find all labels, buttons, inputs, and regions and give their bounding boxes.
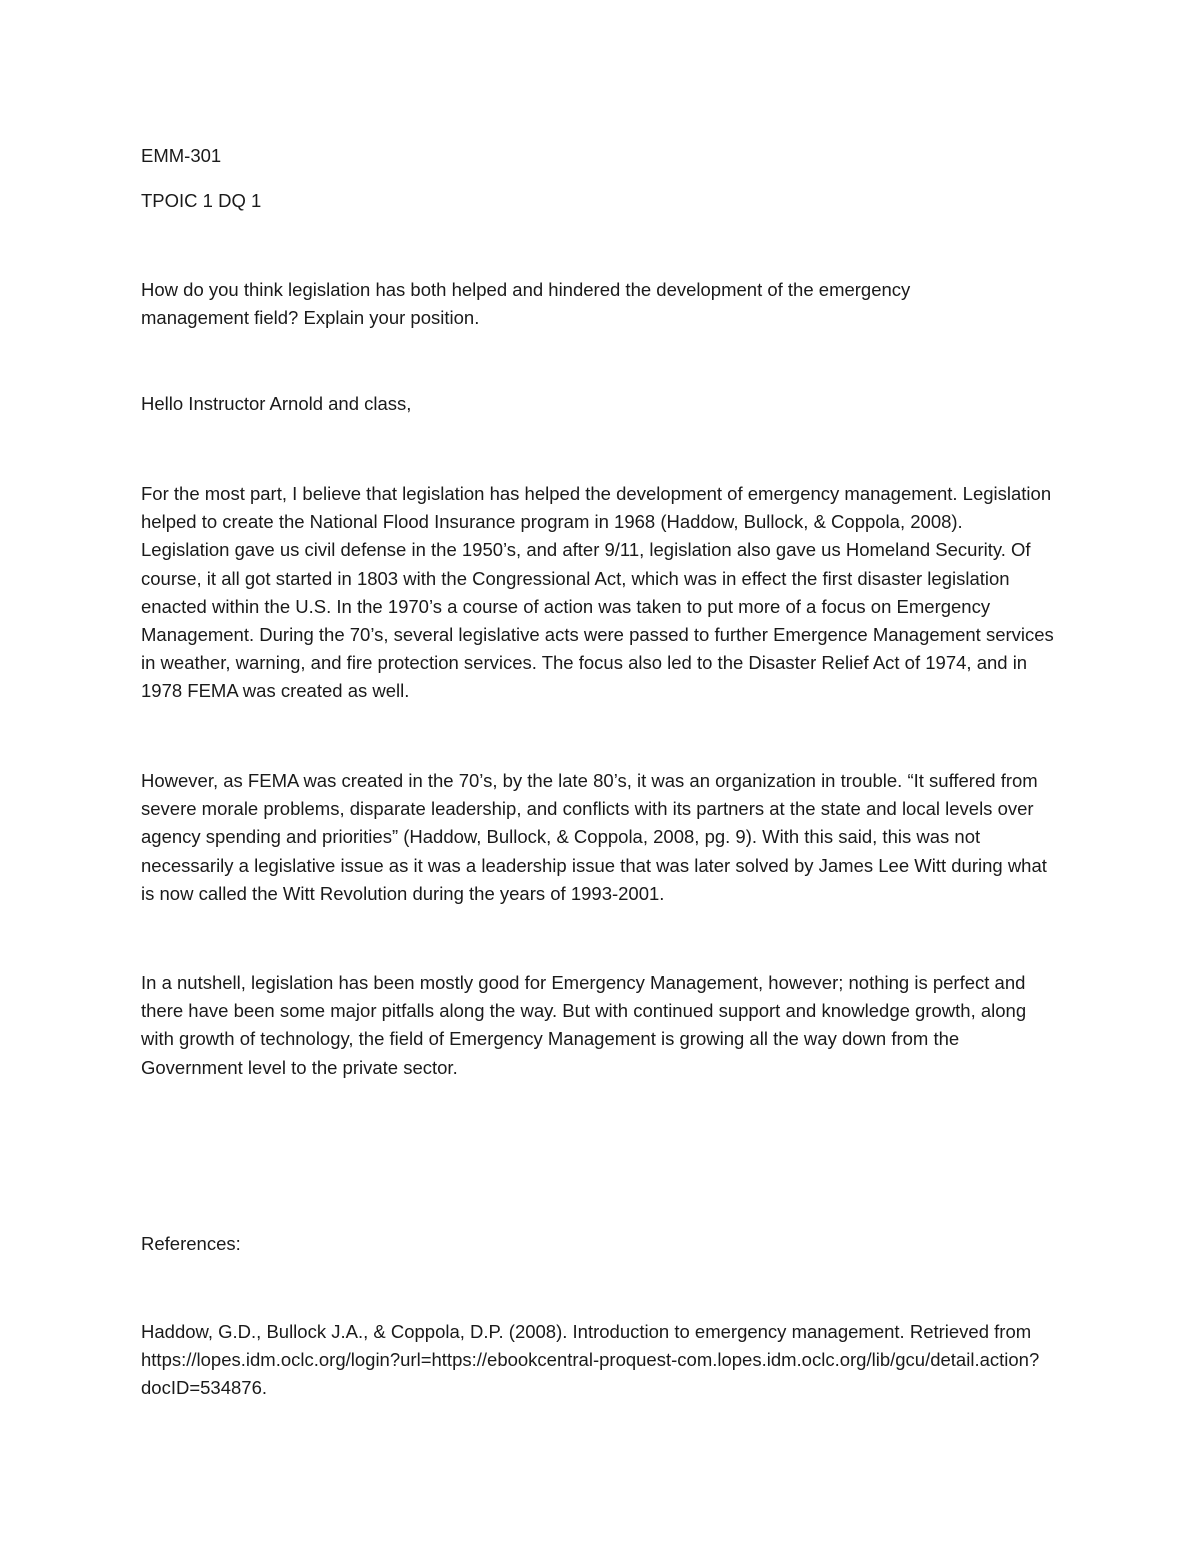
reference-entry: Haddow, G.D., Bullock J.A., & Coppola, D.P. (2008). Introduction to emergency management. Retrieved from https://lopes.idm.oclc.org/login?url=https://ebookcentral-proquest-com.lopes.idm.oclc.org/lib/gcu/detail.action?docID=534876. xyxy=(141,1321,1040,1399)
course-code: EMM-301 xyxy=(141,145,222,166)
greeting: Hello Instructor Arnold and class, xyxy=(141,393,412,414)
paragraph-1: For the most part, I believe that legislation has helped the development of emergency management. Legislation helped to create the National Flood Insurance program in 1968 (Haddow, Bullock, & Coppola, 2008). Legislation gave us civil defense in the 1950’s, and after 9/11, legislation also gave us Homeland Security. Of course, it all got started in 1803 with the Congressional Act, which was in effect the first disaster legislation enacted within the U.S. In the 1970’s a course of action was taken to put more of a focus on Emergency Management. During the 70’s, several legislative acts were passed to further Emergence Management services in weather, warning, and fire protection services. The focus also led to the Disaster Relief Act of 1974, and in 1978 FEMA was created as well. xyxy=(141,483,1054,702)
discussion-question: How do you think legislation has both helped and hindered the development of the emergency management field? Explain your position. xyxy=(141,279,911,329)
paragraph-2: However, as FEMA was created in the 70’s, by the late 80’s, it was an organization in trouble. “It suffered from severe morale problems, disparate leadership, and conflicts with its partners at the state and local levels over agency spending and priorities” (Haddow, Bullock, & Coppola, 2008, pg. 9). With this said, this was not necessarily a legislative issue as it was a leadership issue that was later solved by James Lee Witt during what is now called the Witt Revolution during the years of 1993-2001. xyxy=(141,770,1047,904)
topic-line: TPOIC 1 DQ 1 xyxy=(141,190,262,211)
references-heading: References: xyxy=(141,1233,241,1254)
paragraph-3: In a nutshell, legislation has been mostly good for Emergency Management, however; nothing is perfect and there have been some major pitfalls along the way. But with continued support and knowledge growth, along with growth of technology, the field of Emergency Management is growing all the way down from the Government level to the private sector. xyxy=(141,972,1027,1078)
